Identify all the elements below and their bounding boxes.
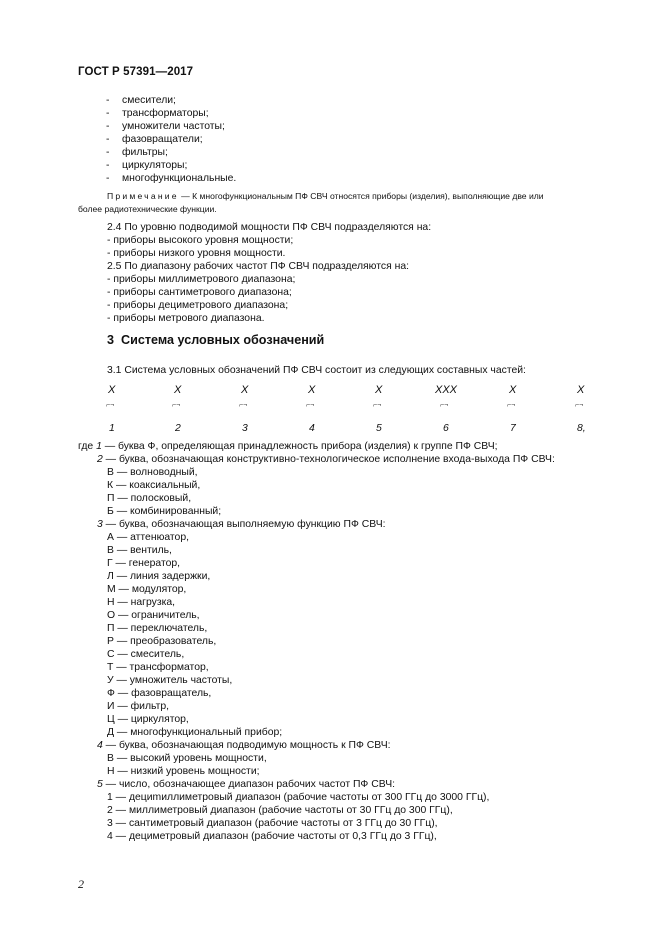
list-item: Т — трансформатор, bbox=[107, 662, 209, 673]
list-item: - приборы дециметрового диапазона; bbox=[107, 300, 289, 311]
list-item: - циркуляторы; bbox=[106, 160, 188, 171]
scheme-bracket: ⌐¬ bbox=[172, 402, 181, 409]
scheme-symbol: X bbox=[108, 384, 116, 396]
scheme-index: 4 bbox=[309, 423, 315, 434]
list-item: В — волноводный, bbox=[107, 467, 198, 478]
legend-item-5: 5 — число, обозначающее диапазон рабочих частот ПФ СВЧ: bbox=[97, 779, 396, 790]
list-item: 2 — миллиметровый диапазон (рабочие частоты от 30 ГГц до 300 ГГц), bbox=[107, 805, 453, 816]
list-item: В — вентиль, bbox=[107, 545, 172, 556]
list-item: П — переключатель, bbox=[107, 623, 208, 634]
list-item: - приборы низкого уровня мощности. bbox=[107, 248, 286, 259]
list-item: Ц — циркулятор, bbox=[107, 714, 189, 725]
note-label: Примечание bbox=[107, 191, 179, 201]
scheme-index: 5 bbox=[376, 423, 382, 434]
scheme-bracket: ⌐¬ bbox=[507, 402, 516, 409]
clause-2-4: 2.4 По уровню подводимой мощности ПФ СВЧ подразделяются на: bbox=[107, 222, 432, 233]
scheme-symbol: X bbox=[509, 384, 517, 396]
list-item: В — высокий уровень мощности, bbox=[107, 753, 267, 764]
clause-3-1: 3.1 Система условных обозначений ПФ СВЧ состоит из следующих составных частей: bbox=[107, 365, 526, 376]
list-item: С — смеситель, bbox=[107, 649, 185, 660]
section-heading: 3 Система условных обозначений bbox=[107, 333, 325, 347]
list-item: 1 — дециmиллиметровый диапазон (рабочие частоты от 300 ГГц до 3000 ГГц), bbox=[107, 792, 490, 803]
list-item: Ф — фазовращатель, bbox=[107, 688, 212, 699]
legend-item-2: 2 — буква, обозначающая конструктивно-технологическое исполнение входа-выхода ПФ СВЧ: bbox=[97, 454, 555, 465]
legend-item-1: где 1 — буква Ф, определяющая принадлежность прибора (изделия) к группе ПФ СВЧ; bbox=[78, 441, 498, 452]
scheme-bracket: ⌐¬ bbox=[239, 402, 248, 409]
list-item: - приборы сантиметрового диапазона; bbox=[107, 287, 292, 298]
list-item: - фильтры; bbox=[106, 147, 168, 158]
scheme-index: 3 bbox=[242, 423, 248, 434]
scheme-index: 6 bbox=[443, 423, 449, 434]
list-item: - многофункциональные. bbox=[106, 173, 237, 184]
scheme-bracket: ⌐¬ bbox=[106, 402, 115, 409]
list-item: Р — преобразователь, bbox=[107, 636, 217, 647]
list-item: К — коаксиальный, bbox=[107, 480, 201, 491]
list-item: 3 — сантиметровый диапазон (рабочие частоты от 3 ГГц до 30 ГГц), bbox=[107, 818, 438, 829]
scheme-symbol: X bbox=[375, 384, 383, 396]
list-item: 4 — дециметровый диапазон (рабочие частоты от 0,3 ГГц до 3 ГГц), bbox=[107, 831, 437, 842]
list-item: - приборы метрового диапазона. bbox=[107, 313, 265, 324]
list-item: - трансформаторы; bbox=[106, 108, 209, 119]
list-item: - умножители частоты; bbox=[106, 121, 225, 132]
list-item: А — аттенюатор, bbox=[107, 532, 189, 543]
scheme-index: 1 bbox=[109, 423, 115, 434]
scheme-bracket: ⌐¬ bbox=[575, 402, 584, 409]
scheme-bracket: ⌐¬ bbox=[306, 402, 315, 409]
scheme-bracket: ⌐¬ bbox=[440, 402, 449, 409]
list-item: Н — нагрузка, bbox=[107, 597, 176, 608]
list-item: О — ограничитель, bbox=[107, 610, 200, 621]
scheme-index: 8, bbox=[577, 423, 586, 434]
scheme-bracket: ⌐¬ bbox=[373, 402, 382, 409]
scheme-symbol: X bbox=[577, 384, 585, 396]
legend-item-4: 4 — буква, обозначающая подводимую мощность к ПФ СВЧ: bbox=[97, 740, 391, 751]
list-item: Н — низкий уровень мощности; bbox=[107, 766, 260, 777]
list-item: И — фильтр, bbox=[107, 701, 170, 712]
clause-2-5: 2.5 По диапазону рабочих частот ПФ СВЧ подразделяются на: bbox=[107, 261, 409, 272]
list-item: Г — генератор, bbox=[107, 558, 181, 569]
page-number: 2 bbox=[78, 877, 84, 891]
scheme-index: 2 bbox=[175, 423, 181, 434]
list-item: У — умножитель частоты, bbox=[107, 675, 233, 686]
scheme-symbol: X bbox=[241, 384, 249, 396]
list-item: Л — линия задержки, bbox=[107, 571, 211, 582]
list-item: М — модулятор, bbox=[107, 584, 187, 595]
scheme-symbol: XXX bbox=[435, 384, 458, 396]
list-item: Б — комбинированный; bbox=[107, 506, 222, 517]
list-item: - фазовращатели; bbox=[106, 134, 203, 145]
list-item: - приборы миллиметрового диапазона; bbox=[107, 274, 296, 285]
list-item: - смесители; bbox=[106, 95, 176, 106]
document-code: ГОСТ Р 57391—2017 bbox=[78, 66, 194, 78]
scheme-index: 7 bbox=[510, 423, 516, 434]
scheme-symbol: X bbox=[308, 384, 316, 396]
legend-item-3: 3 — буква, обозначающая выполняемую функцию ПФ СВЧ: bbox=[97, 519, 386, 530]
scheme-symbol: X bbox=[174, 384, 182, 396]
list-item: Д — многофункциональный прибор; bbox=[107, 727, 283, 738]
list-item: - приборы высокого уровня мощности; bbox=[107, 235, 294, 246]
note-line-1: Примечание — К многофункциональным ПФ СВЧ относятся приборы (изделия), выполняющие две или bbox=[107, 191, 544, 201]
list-item: П — полосковый, bbox=[107, 493, 192, 504]
note-line-2: более радиотехнические функции. bbox=[78, 204, 217, 214]
